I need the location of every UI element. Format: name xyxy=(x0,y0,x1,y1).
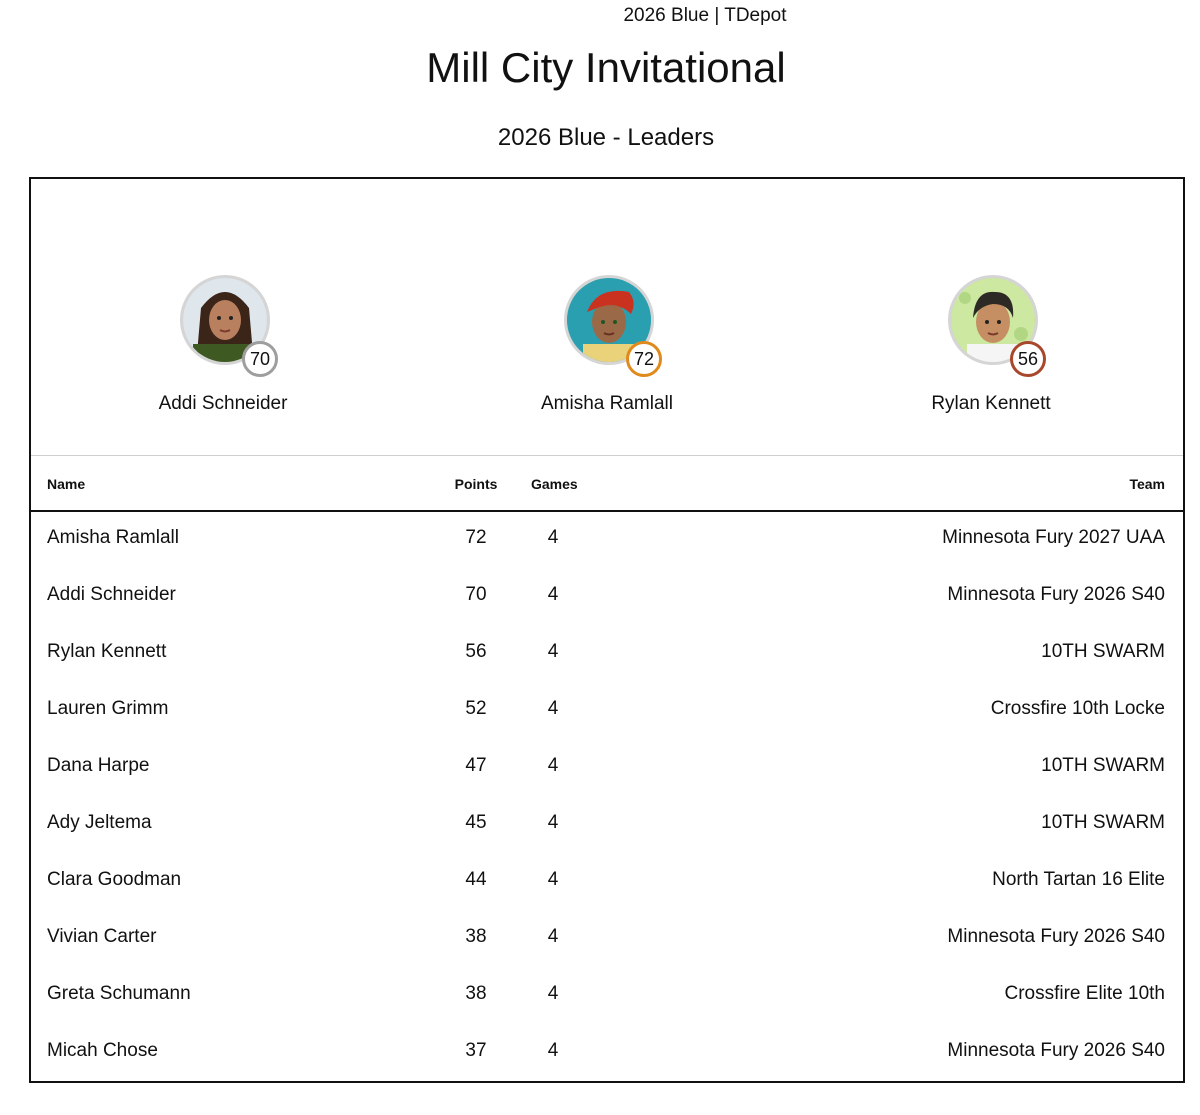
cell-games: 4 xyxy=(547,869,559,890)
cell-points: 37 xyxy=(465,1040,487,1061)
cell-games: 4 xyxy=(547,527,559,548)
cell-name: Amisha Ramlall xyxy=(47,527,179,548)
table-row[interactable] xyxy=(31,966,1183,1023)
points-badge: 56 xyxy=(1010,341,1046,377)
table-row[interactable] xyxy=(31,738,1183,795)
cell-name: Addi Schneider xyxy=(47,584,176,605)
leaders-card xyxy=(29,177,1185,1083)
table-header xyxy=(31,456,1183,512)
leader-card-1[interactable] xyxy=(457,275,757,415)
cell-points: 47 xyxy=(465,755,487,776)
table-row[interactable] xyxy=(31,1023,1183,1080)
cell-name: Lauren Grimm xyxy=(47,698,169,719)
leader-avatar-wrap xyxy=(168,275,278,369)
table-row[interactable] xyxy=(31,795,1183,852)
cell-points: 72 xyxy=(465,527,487,548)
table-row[interactable] xyxy=(31,681,1183,738)
cell-name: Clara Goodman xyxy=(47,869,182,890)
column-header-team[interactable]: Team xyxy=(1129,476,1165,492)
cell-games: 4 xyxy=(547,755,559,776)
cell-games: 4 xyxy=(547,812,559,833)
cell-team: Minnesota Fury 2026 S40 xyxy=(947,1040,1165,1061)
cell-games: 4 xyxy=(547,926,559,947)
cell-name: Greta Schumann xyxy=(47,983,191,1004)
leader-card-2[interactable] xyxy=(73,275,373,415)
cell-team: Minnesota Fury 2026 S40 xyxy=(947,584,1165,605)
cell-games: 4 xyxy=(547,584,559,605)
points-badge: 72 xyxy=(626,341,662,377)
cell-name: Rylan Kennett xyxy=(47,641,167,662)
cell-team: Minnesota Fury 2026 S40 xyxy=(947,926,1165,947)
leader-avatar-wrap xyxy=(552,275,662,369)
leader-card-3[interactable] xyxy=(841,275,1141,415)
cell-name: Dana Harpe xyxy=(47,755,150,776)
cell-points: 38 xyxy=(465,983,487,1004)
cell-points: 44 xyxy=(465,869,487,890)
cell-team: Crossfire 10th Locke xyxy=(990,698,1165,719)
cell-team: Minnesota Fury 2027 UAA xyxy=(942,527,1165,548)
leader-name: Addi Schneider xyxy=(158,393,288,414)
cell-games: 4 xyxy=(547,641,559,662)
cell-games: 4 xyxy=(547,698,559,719)
leaders-podium xyxy=(31,179,1183,456)
cell-team: Crossfire Elite 10th xyxy=(1004,983,1165,1004)
cell-team: 10TH SWARM xyxy=(1041,755,1165,776)
leader-name: Amisha Ramlall xyxy=(541,393,673,414)
cell-games: 4 xyxy=(547,983,559,1004)
cell-team: North Tartan 16 Elite xyxy=(992,869,1165,890)
table-row[interactable] xyxy=(31,624,1183,681)
cell-games: 4 xyxy=(547,1040,559,1061)
cell-name: Ady Jeltema xyxy=(47,812,152,833)
leader-avatar-wrap xyxy=(936,275,1046,369)
column-header-points[interactable]: Points xyxy=(454,476,498,492)
page-caption: 2026 Blue | TDepot xyxy=(623,5,787,26)
leader-name: Rylan Kennett xyxy=(931,393,1051,414)
page-subtitle: 2026 Blue - Leaders xyxy=(497,124,715,151)
table-row[interactable] xyxy=(31,510,1183,567)
cell-points: 45 xyxy=(465,812,487,833)
cell-team: 10TH SWARM xyxy=(1041,641,1165,662)
page-title: Mill City Invitational xyxy=(426,44,786,91)
cell-name: Micah Chose xyxy=(47,1040,158,1061)
cell-points: 56 xyxy=(465,641,487,662)
column-header-games[interactable]: Games xyxy=(531,476,578,492)
cell-points: 38 xyxy=(465,926,487,947)
cell-team: 10TH SWARM xyxy=(1041,812,1165,833)
table-row[interactable] xyxy=(31,567,1183,624)
column-header-name[interactable]: Name xyxy=(47,476,86,492)
points-badge: 70 xyxy=(242,341,278,377)
cell-name: Vivian Carter xyxy=(47,926,157,947)
table-row[interactable] xyxy=(31,909,1183,966)
cell-points: 70 xyxy=(465,584,487,605)
table-row[interactable] xyxy=(31,852,1183,909)
cell-points: 52 xyxy=(465,698,487,719)
